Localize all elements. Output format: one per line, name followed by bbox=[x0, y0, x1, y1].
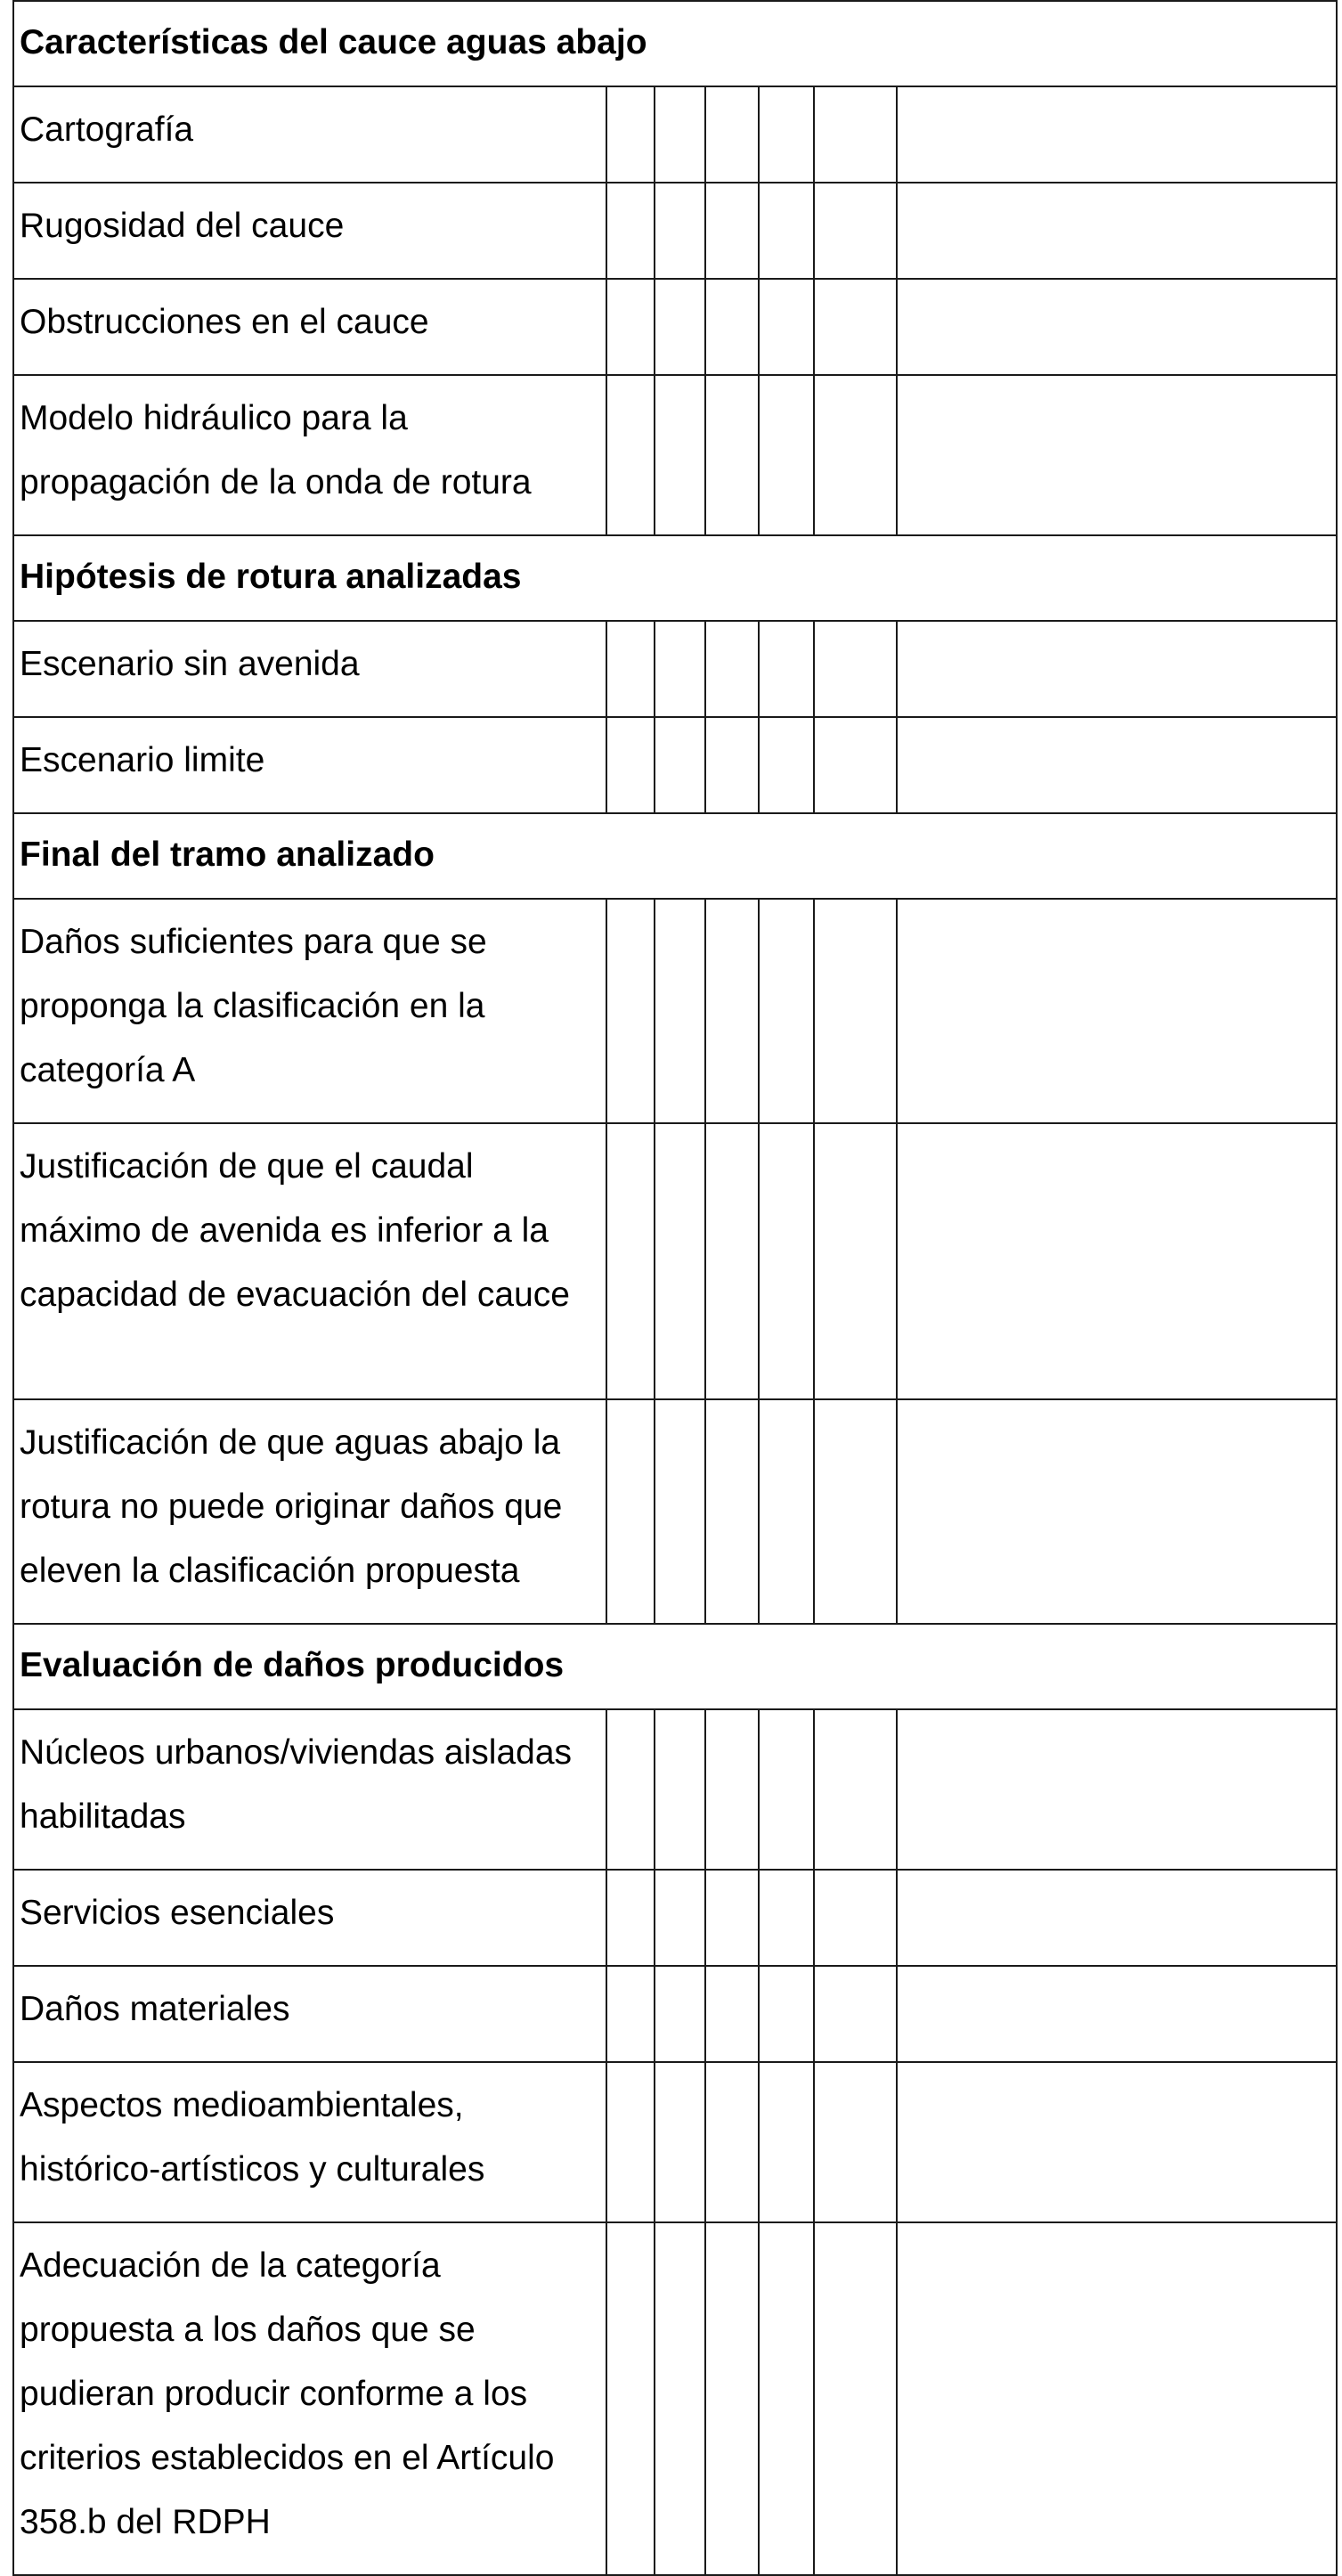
row-label: Servicios esenciales bbox=[20, 1894, 335, 1932]
row-label: Justificación de que aguas abajo la rotura no puede originar daños que eleven la clasificación propuesta bbox=[20, 1423, 563, 1590]
row-label: Escenario sin avenida bbox=[20, 645, 360, 683]
check-cell[interactable] bbox=[705, 375, 759, 535]
row-label: Núcleos urbanos/viviendas aisladas habilitadas bbox=[20, 1733, 573, 1836]
check-cell[interactable] bbox=[705, 86, 759, 183]
table-row bbox=[13, 1870, 1337, 1966]
section-title: Características del cauce aguas abajo bbox=[20, 23, 647, 61]
observations-cell[interactable] bbox=[897, 2062, 1337, 2222]
observations-cell[interactable] bbox=[897, 1870, 1337, 1966]
row-label: Justificación de que el caudal máximo de avenida es inferior a la capacidad de evacuación del cauce bbox=[20, 1147, 570, 1314]
check-cell[interactable] bbox=[759, 279, 814, 375]
check-cell[interactable] bbox=[814, 1399, 897, 1624]
check-cell[interactable] bbox=[814, 279, 897, 375]
observations-cell[interactable] bbox=[897, 899, 1337, 1123]
check-cell[interactable] bbox=[814, 1709, 897, 1870]
observations-cell[interactable] bbox=[897, 1123, 1337, 1399]
observations-cell[interactable] bbox=[897, 717, 1337, 813]
check-cell[interactable] bbox=[655, 1123, 705, 1399]
row-label: Modelo hidráulico para la propagación de la onda de rotura bbox=[20, 399, 532, 501]
row-label: Daños materiales bbox=[20, 1990, 290, 2028]
observations-cell[interactable] bbox=[897, 375, 1337, 535]
check-cell[interactable] bbox=[814, 86, 897, 183]
check-cell[interactable] bbox=[814, 1870, 897, 1966]
check-cell[interactable] bbox=[606, 717, 655, 813]
table-row bbox=[13, 621, 1337, 717]
check-cell[interactable] bbox=[759, 1709, 814, 1870]
check-cell[interactable] bbox=[814, 2222, 897, 2575]
check-cell[interactable] bbox=[705, 1709, 759, 1870]
check-cell[interactable] bbox=[705, 2062, 759, 2222]
check-cell[interactable] bbox=[606, 1399, 655, 1624]
observations-cell[interactable] bbox=[897, 279, 1337, 375]
check-cell[interactable] bbox=[606, 1123, 655, 1399]
check-cell[interactable] bbox=[705, 2222, 759, 2575]
check-cell[interactable] bbox=[655, 1399, 705, 1624]
check-cell[interactable] bbox=[606, 183, 655, 279]
check-cell[interactable] bbox=[655, 375, 705, 535]
check-cell[interactable] bbox=[606, 899, 655, 1123]
section-title: Evaluación de daños producidos bbox=[20, 1646, 565, 1684]
check-cell[interactable] bbox=[814, 899, 897, 1123]
check-cell[interactable] bbox=[655, 899, 705, 1123]
section-header-row bbox=[13, 535, 1337, 621]
check-cell[interactable] bbox=[814, 1123, 897, 1399]
check-cell[interactable] bbox=[705, 717, 759, 813]
check-cell[interactable] bbox=[814, 2062, 897, 2222]
check-cell[interactable] bbox=[606, 1709, 655, 1870]
check-cell[interactable] bbox=[606, 375, 655, 535]
check-cell[interactable] bbox=[655, 86, 705, 183]
table-row bbox=[13, 86, 1337, 183]
table-row bbox=[13, 279, 1337, 375]
section-title: Final del tramo analizado bbox=[20, 836, 435, 874]
checklist-table bbox=[12, 0, 1338, 2576]
check-cell[interactable] bbox=[655, 621, 705, 717]
check-cell[interactable] bbox=[705, 1123, 759, 1399]
check-cell[interactable] bbox=[759, 2062, 814, 2222]
observations-cell[interactable] bbox=[897, 1709, 1337, 1870]
check-cell[interactable] bbox=[759, 717, 814, 813]
section-header-row bbox=[13, 1624, 1337, 1709]
check-cell[interactable] bbox=[759, 1966, 814, 2062]
check-cell[interactable] bbox=[655, 1966, 705, 2062]
table-row bbox=[13, 2222, 1337, 2575]
check-cell[interactable] bbox=[655, 2222, 705, 2575]
table-row bbox=[13, 1123, 1337, 1399]
check-cell[interactable] bbox=[606, 2222, 655, 2575]
table-row bbox=[13, 1966, 1337, 2062]
check-cell[interactable] bbox=[814, 717, 897, 813]
observations-cell[interactable] bbox=[897, 86, 1337, 183]
check-cell[interactable] bbox=[655, 1709, 705, 1870]
check-cell[interactable] bbox=[759, 1399, 814, 1624]
observations-cell[interactable] bbox=[897, 183, 1337, 279]
row-label: Rugosidad del cauce bbox=[20, 207, 345, 245]
check-cell[interactable] bbox=[705, 1966, 759, 2062]
check-cell[interactable] bbox=[759, 86, 814, 183]
check-cell[interactable] bbox=[705, 899, 759, 1123]
check-cell[interactable] bbox=[655, 2062, 705, 2222]
row-label: Aspectos medioambientales, histórico-artísticos y culturales bbox=[20, 2086, 485, 2189]
table-row bbox=[13, 899, 1337, 1123]
check-cell[interactable] bbox=[606, 2062, 655, 2222]
row-label: Daños suficientes para que se proponga la clasificación en la categoría A bbox=[20, 923, 487, 1089]
check-cell[interactable] bbox=[655, 279, 705, 375]
check-cell[interactable] bbox=[759, 899, 814, 1123]
check-cell[interactable] bbox=[759, 1870, 814, 1966]
observations-cell[interactable] bbox=[897, 621, 1337, 717]
check-cell[interactable] bbox=[655, 1870, 705, 1966]
row-label: Escenario limite bbox=[20, 741, 265, 779]
check-cell[interactable] bbox=[705, 183, 759, 279]
table-row bbox=[13, 2062, 1337, 2222]
check-cell[interactable] bbox=[705, 279, 759, 375]
observations-cell[interactable] bbox=[897, 2222, 1337, 2575]
table-row bbox=[13, 1399, 1337, 1624]
row-label: Cartografía bbox=[20, 110, 194, 149]
check-cell[interactable] bbox=[759, 1123, 814, 1399]
check-cell[interactable] bbox=[606, 1870, 655, 1966]
check-cell[interactable] bbox=[814, 375, 897, 535]
check-cell[interactable] bbox=[759, 375, 814, 535]
check-cell[interactable] bbox=[814, 621, 897, 717]
check-cell[interactable] bbox=[655, 183, 705, 279]
check-cell[interactable] bbox=[705, 1870, 759, 1966]
observations-cell[interactable] bbox=[897, 1399, 1337, 1624]
section-title: Hipótesis de rotura analizadas bbox=[20, 558, 522, 596]
table-row bbox=[13, 375, 1337, 535]
check-cell[interactable] bbox=[606, 621, 655, 717]
check-cell[interactable] bbox=[606, 1966, 655, 2062]
check-cell[interactable] bbox=[759, 621, 814, 717]
check-cell[interactable] bbox=[655, 717, 705, 813]
row-label: Adecuación de la categoría propuesta a los daños que se pudieran producir conforme a los criterios establecidos en el Artículo 358.b del RDPH bbox=[20, 2246, 555, 2541]
check-cell[interactable] bbox=[759, 2222, 814, 2575]
check-cell[interactable] bbox=[606, 279, 655, 375]
check-cell[interactable] bbox=[705, 621, 759, 717]
check-cell[interactable] bbox=[606, 86, 655, 183]
table-row bbox=[13, 183, 1337, 279]
table-row bbox=[13, 717, 1337, 813]
check-cell[interactable] bbox=[814, 183, 897, 279]
observations-cell[interactable] bbox=[897, 1966, 1337, 2062]
table-row bbox=[13, 1709, 1337, 1870]
check-cell[interactable] bbox=[705, 1399, 759, 1624]
check-cell[interactable] bbox=[759, 183, 814, 279]
check-cell[interactable] bbox=[814, 1966, 897, 2062]
section-header-row bbox=[13, 1, 1337, 86]
row-label: Obstrucciones en el cauce bbox=[20, 303, 429, 341]
section-header-row bbox=[13, 813, 1337, 899]
